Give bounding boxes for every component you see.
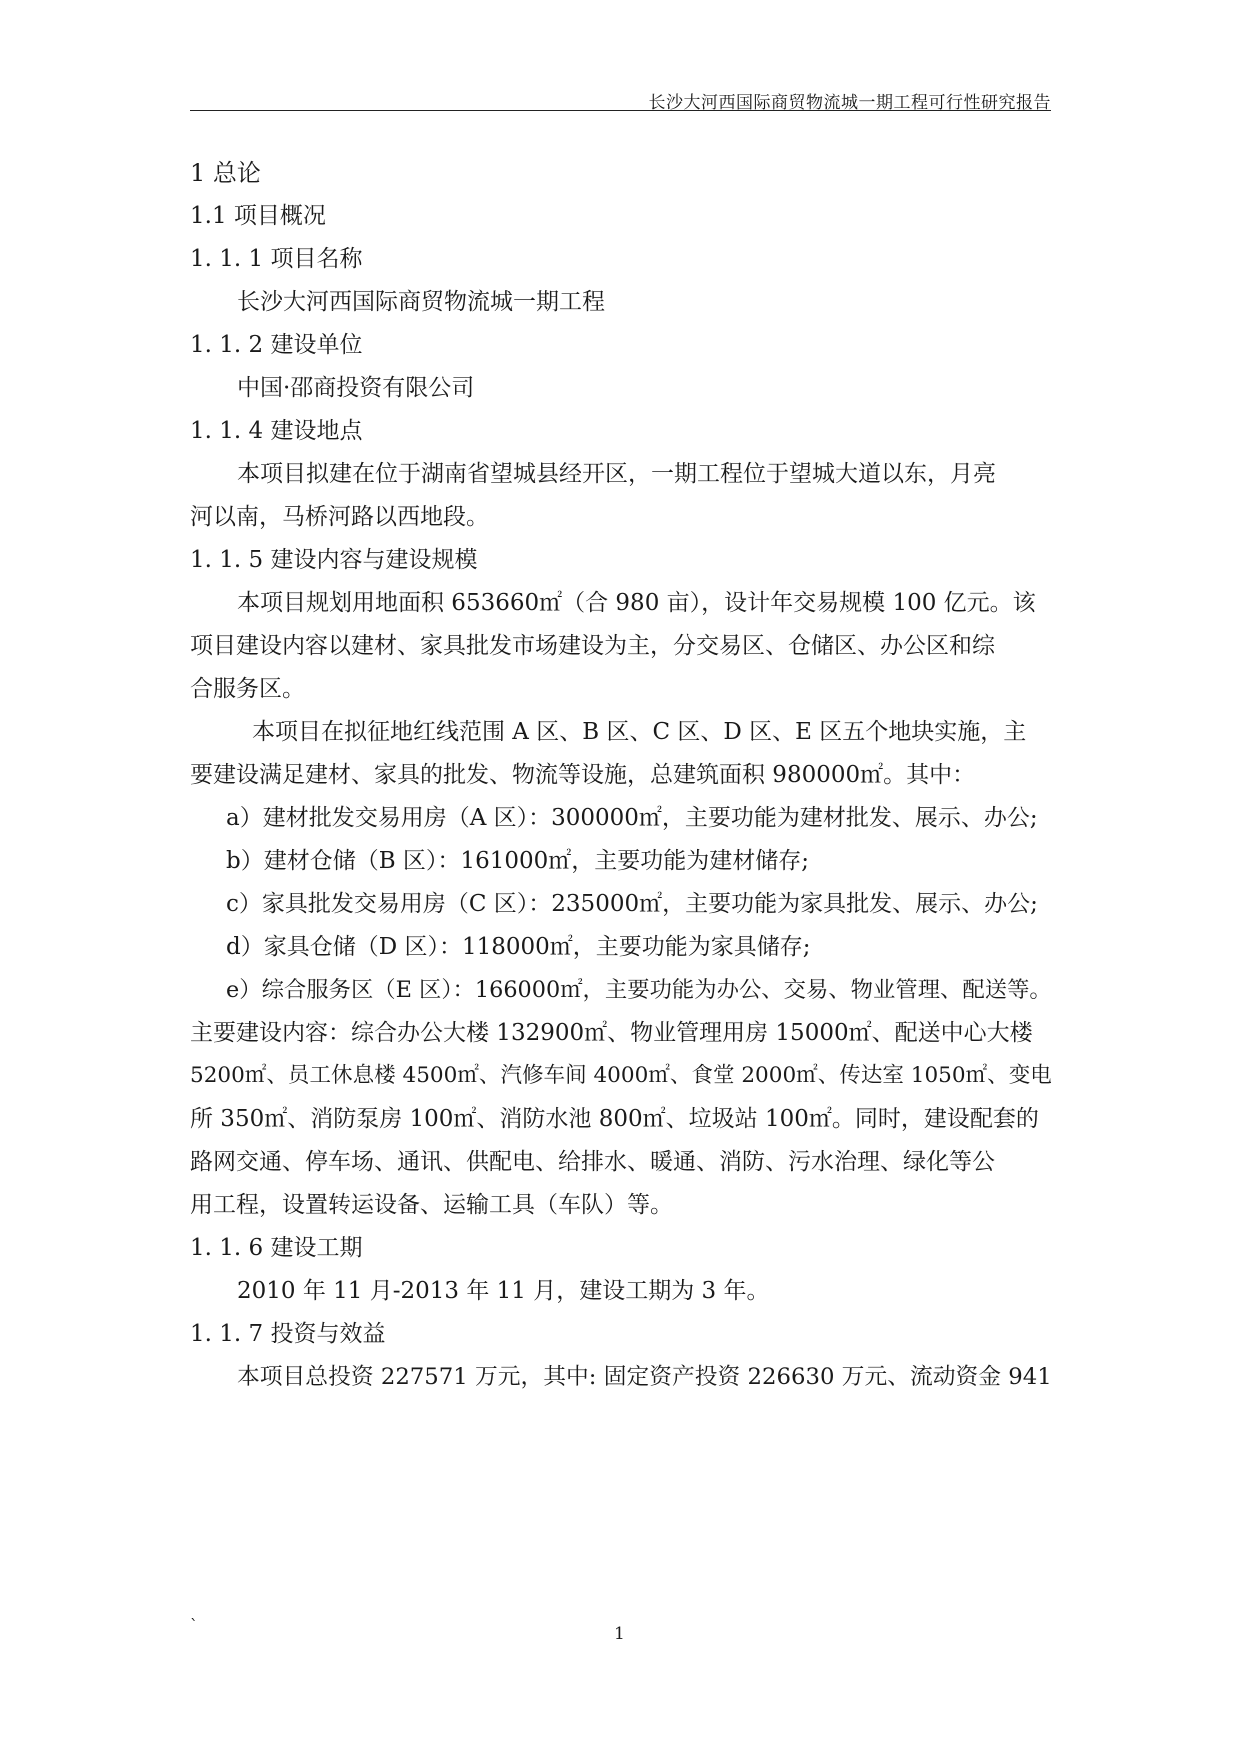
paragraph-line: 本项目总投资 227571 万元，其中: 固定资产投资 226630 万元、流动资金 941 <box>237 1364 1052 1390</box>
paragraph-line: 主要建设内容：综合办公大楼 132900㎡、物业管理用房 15000㎡、配送中心大楼 <box>190 1020 1033 1046</box>
list-item: b）建材仓储（B 区）：161000㎡，主要功能为建材储存; <box>226 848 809 874</box>
subsection-heading: 1. 1. 6 建设工期 <box>190 1235 363 1261</box>
subsection-heading: 1. 1. 4 建设地点 <box>190 418 363 444</box>
paragraph-line: 本项目拟建在位于湖南省望城县经开区，一期工程位于望城大道以东，月亮 <box>237 461 996 487</box>
paragraph-line: 项目建设内容以建材、家具批发市场建设为主，分交易区、仓储区、办公区和综 <box>190 633 995 659</box>
paragraph-line: 河以南，马桥河路以西地段。 <box>190 504 489 530</box>
paragraph-line: 所 350㎡、消防泵房 100㎡、消防水池 800㎡、垃圾站 100㎡。同时，建设配套的 <box>190 1106 1039 1132</box>
list-item: e）综合服务区（E 区）：166000㎡，主要功能为办公、交易、物业管理、配送等。 <box>226 977 1052 1003</box>
list-item: d）家具仓储（D 区）：118000㎡，主要功能为家具储存; <box>226 934 811 960</box>
list-item: a）建材批发交易用房（A 区）：300000㎡，主要功能为建材批发、展示、办公; <box>226 805 1038 831</box>
subsection-heading: 1. 1. 2 建设单位 <box>190 332 363 358</box>
paragraph-line: 合服务区。 <box>190 676 305 702</box>
paragraph-line: 路网交通、停车场、通讯、供配电、给排水、暖通、消防、污水治理、绿化等公 <box>190 1149 995 1175</box>
paragraph-line: 要建设满足建材、家具的批发、物流等设施，总建筑面积 980000㎡。其中： <box>190 762 976 788</box>
paragraph-line: 本项目规划用地面积 653660㎡（合 980 亩），设计年交易规模 100 亿元。该 <box>237 590 1036 616</box>
paragraph-line: 2010 年 11 月-2013 年 11 月，建设工期为 3 年。 <box>237 1278 770 1304</box>
subsection-heading: 1. 1. 5 建设内容与建设规模 <box>190 547 478 573</box>
paragraph-line: 用工程，设置转运设备、运输工具（车队）等。 <box>190 1192 673 1218</box>
paragraph-line: 长沙大河西国际商贸物流城一期工程 <box>237 289 605 315</box>
list-item: c）家具批发交易用房（C 区）：235000㎡，主要功能为家具批发、展示、办公; <box>226 891 1038 917</box>
paragraph-line: 本项目在拟征地红线范围 A 区、B 区、C 区、D 区、E 区五个地块实施，主 <box>252 719 1027 745</box>
page-number: 1 <box>614 1624 625 1644</box>
footer-mark: ` <box>190 1616 198 1635</box>
header-divider <box>190 110 1051 111</box>
paragraph-line: 5200㎡、员工休息楼 4500㎡、汽修车间 4000㎡、食堂 2000㎡、传达室 1050㎡、变电 <box>190 1063 1052 1088</box>
section-heading: 1.1 项目概况 <box>190 203 326 229</box>
subsection-heading: 1. 1. 7 投资与效益 <box>190 1321 386 1347</box>
chapter-heading: 1 总论 <box>190 159 261 187</box>
paragraph-line: 中国·邵商投资有限公司 <box>237 375 475 401</box>
subsection-heading: 1. 1. 1 项目名称 <box>190 246 363 272</box>
running-header-title: 长沙大河西国际商贸物流城一期工程可行性研究报告 <box>648 93 1051 113</box>
